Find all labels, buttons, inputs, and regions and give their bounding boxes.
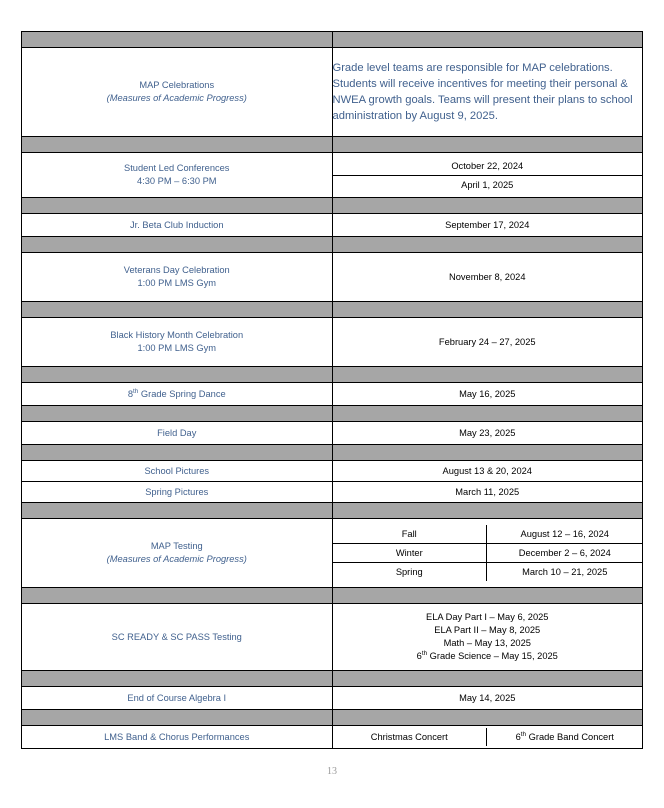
map-term-date: August 12 – 16, 2024: [487, 525, 643, 544]
event-time: 4:30 PM – 6:30 PM: [136, 176, 217, 186]
spacer-cell-left: [22, 406, 333, 422]
spacer-row: [22, 137, 643, 153]
date-subtable: [333, 157, 643, 194]
spacer-row: [22, 367, 643, 383]
event-location: 1:00 PM LMS Gym: [137, 343, 217, 353]
event-date-algebra-eoc: May 14, 2025: [332, 687, 643, 710]
map-term-date: December 2 – 6, 2024: [487, 544, 643, 563]
event-label-sc-ready: SC READY & SC PASS Testing: [22, 604, 333, 671]
concert-name: Christmas Concert: [333, 728, 487, 746]
table-row-black-history-month: [22, 318, 643, 367]
spacer-row: [22, 710, 643, 726]
event-date: April 1, 2025: [333, 175, 643, 194]
spacer-row: [22, 198, 643, 214]
concert-name: [487, 728, 643, 746]
event-date-spring-dance: May 16, 2025: [332, 383, 643, 406]
sc-ready-line: ELA Part II – May 8, 2025: [434, 624, 541, 635]
table-row-algebra-eoc: [22, 687, 643, 710]
spacer-cell-right: [332, 671, 643, 687]
event-date-school-pictures: August 13 & 20, 2024: [332, 461, 643, 482]
ordinal-suffix: th: [520, 730, 527, 738]
spacer-cell-right: [332, 237, 643, 253]
spacer-cell-right: [332, 32, 643, 48]
event-subtitle: (Measures of Academic Progress): [106, 93, 247, 103]
spacer-cell-left: [22, 302, 333, 318]
event-label-band-chorus: LMS Band & Chorus Performances: [22, 726, 333, 749]
event-concerts-band-chorus: [332, 726, 643, 749]
spacer-cell-left: [22, 137, 333, 153]
ordinal-suffix: th: [421, 650, 428, 658]
map-term-name: Winter: [333, 544, 487, 563]
ordinal-suffix: th: [133, 387, 139, 395]
concert-name-text: Grade Band Concert: [526, 732, 614, 742]
event-label-student-led-conferences: [22, 153, 333, 198]
table-row-field-day: [22, 422, 643, 445]
spacer-cell-left: [22, 710, 333, 726]
event-label-map-celebrations: [22, 48, 333, 137]
event-dates-sc-ready: [332, 604, 643, 671]
event-location: 1:00 PM LMS Gym: [137, 278, 217, 288]
spacer-cell-right: [332, 367, 643, 383]
event-subtitle: (Measures of Academic Progress): [106, 554, 247, 564]
spacer-row: [22, 588, 643, 604]
spacer-cell-right: [332, 710, 643, 726]
spacer-row: [22, 32, 643, 48]
table-row-veterans-day: [22, 253, 643, 302]
event-terms-map-testing: [332, 519, 643, 588]
event-title: MAP Celebrations: [139, 80, 215, 91]
event-label-veterans-day: [22, 253, 333, 302]
sc-ready-line-text: Grade Science – May 15, 2025: [427, 651, 558, 662]
spacer-cell-left: [22, 32, 333, 48]
event-date-veterans-day: November 8, 2024: [332, 253, 643, 302]
event-date-jr-beta-club: September 17, 2024: [332, 214, 643, 237]
event-title: Student Led Conferences: [124, 163, 230, 174]
spacer-row: [22, 237, 643, 253]
event-label-field-day: Field Day: [22, 422, 333, 445]
table-row-map-celebrations: [22, 48, 643, 137]
spacer-cell-left: [22, 503, 333, 519]
map-term-row: [333, 544, 643, 563]
event-title: MAP Testing: [150, 541, 203, 552]
map-term-name: Fall: [333, 525, 487, 544]
spacer-cell-right: [332, 588, 643, 604]
event-date-black-history-month: February 24 – 27, 2025: [332, 318, 643, 367]
map-testing-subtable: [333, 525, 643, 581]
spacer-cell-right: [332, 503, 643, 519]
event-label-school-pictures: School Pictures: [22, 461, 333, 482]
grade-number: 6: [416, 651, 422, 662]
table-row-band-chorus: [22, 726, 643, 749]
spacer-cell-right: [332, 445, 643, 461]
spacer-cell-right: [332, 302, 643, 318]
event-date: October 22, 2024: [333, 157, 643, 176]
event-description-map-celebrations: Grade level teams are responsible for MAP celebrations. Students will receive incentives for meeting their personal & NWEA growth goals. Teams will present their plans to school administration by August 9, 2025.: [332, 48, 643, 137]
event-label-map-testing: [22, 519, 333, 588]
spacer-cell-right: [332, 406, 643, 422]
date-subrow: [333, 157, 643, 176]
event-title: Veterans Day Celebration: [123, 265, 230, 276]
spacer-row: [22, 445, 643, 461]
spacer-cell-left: [22, 237, 333, 253]
map-term-row: [333, 563, 643, 582]
table-row-spring-pictures: [22, 482, 643, 503]
spacer-row: [22, 406, 643, 422]
school-events-calendar-table: [21, 31, 643, 749]
page-number: 13: [327, 766, 337, 777]
concert-row: [333, 728, 643, 746]
sc-ready-line: Math – May 13, 2025: [443, 638, 531, 648]
spacer-row: [22, 302, 643, 318]
spacer-row: [22, 503, 643, 519]
table-row-school-pictures: [22, 461, 643, 482]
table-row-sc-ready: [22, 604, 643, 671]
grade-number: 6: [515, 732, 521, 742]
table-row-jr-beta-club: [22, 214, 643, 237]
map-term-name: Spring: [333, 563, 487, 582]
concert-subtable: [333, 728, 643, 746]
event-label-spring-pictures: Spring Pictures: [22, 482, 333, 503]
event-label-spring-dance: [22, 383, 333, 406]
event-label-jr-beta-club: Jr. Beta Club Induction: [22, 214, 333, 237]
spacer-cell-left: [22, 671, 333, 687]
event-date-field-day: May 23, 2025: [332, 422, 643, 445]
map-term-date: March 10 – 21, 2025: [487, 563, 643, 582]
map-term-row: [333, 525, 643, 544]
table-row-student-led-conferences: [22, 153, 643, 198]
event-label-black-history-month: [22, 318, 333, 367]
spacer-cell-left: [22, 588, 333, 604]
event-title: Black History Month Celebration: [110, 330, 244, 341]
spacer-cell-left: [22, 367, 333, 383]
sc-ready-line: [333, 650, 643, 663]
event-date-spring-pictures: March 11, 2025: [332, 482, 643, 503]
spacer-row: [22, 671, 643, 687]
table-row-map-testing: [22, 519, 643, 588]
event-dates-student-led-conferences: [332, 153, 643, 198]
event-title: Grade Spring Dance: [138, 388, 226, 399]
table-row-spring-dance: [22, 383, 643, 406]
spacer-cell-left: [22, 445, 333, 461]
event-label-algebra-eoc: End of Course Algebra I: [22, 687, 333, 710]
date-subrow: [333, 175, 643, 194]
spacer-cell-right: [332, 198, 643, 214]
sc-ready-line: ELA Day Part I – May 6, 2025: [426, 611, 549, 622]
spacer-cell-right: [332, 137, 643, 153]
spacer-cell-left: [22, 198, 333, 214]
grade-number: 8: [127, 388, 134, 399]
